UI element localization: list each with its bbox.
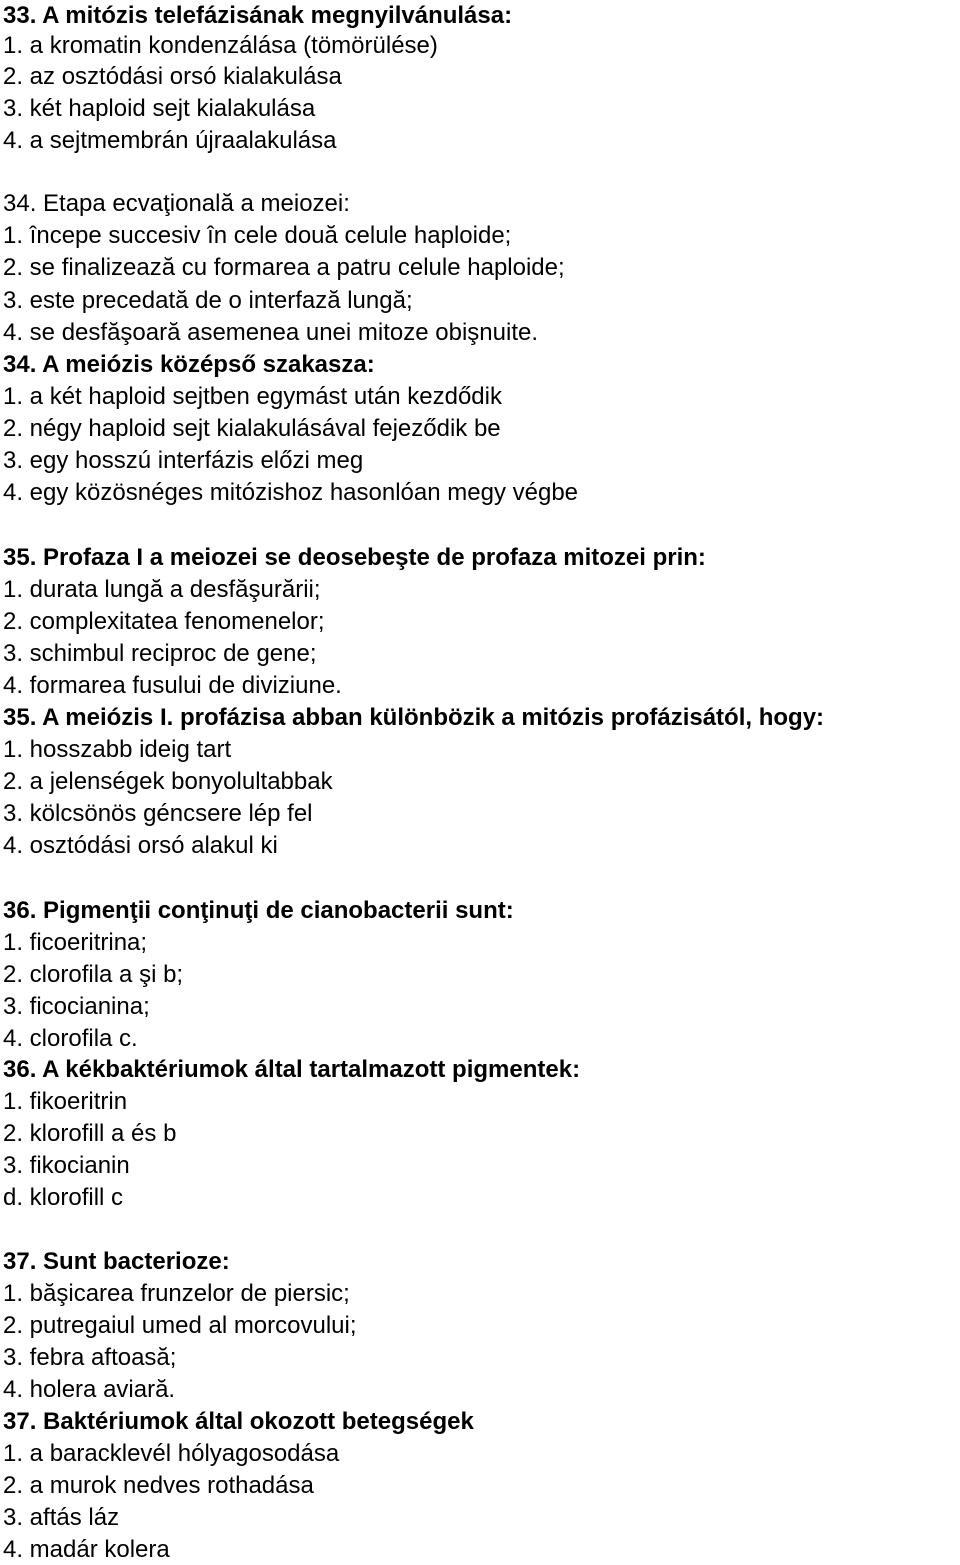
question-34-hu-title: 34. A meiózis középső szakasza: bbox=[3, 351, 375, 378]
question-37-hu-option-3: 3. aftás láz bbox=[3, 1504, 120, 1531]
question-36-hu-option-2: 2. klorofill a és b bbox=[3, 1120, 177, 1147]
question-33-hu-option-4: 4. a sejtmembrán újraalakulása bbox=[3, 127, 337, 154]
question-34-ro-option-3: 3. este precedată de o interfază lungă; bbox=[3, 287, 413, 314]
question-33-hu-option-3: 3. két haploid sejt kialakulása bbox=[3, 95, 316, 122]
question-36-hu-option-4: d. klorofill c bbox=[3, 1184, 124, 1211]
question-35-hu-option-1: 1. hosszabb ideig tart bbox=[3, 736, 232, 763]
question-34-ro-option-4: 4. se desfăşoară asemenea unei mitoze obişnuite. bbox=[3, 319, 538, 346]
question-37-ro-option-1: 1. băşicarea frunzelor de piersic; bbox=[3, 1280, 350, 1307]
question-36-ro-option-3: 3. ficocianina; bbox=[3, 993, 150, 1020]
question-36-ro-option-2: 2. clorofila a şi b; bbox=[3, 961, 184, 988]
question-36-hu-option-3: 3. fikocianin bbox=[3, 1152, 130, 1179]
question-35-hu-option-4: 4. osztódási orsó alakul ki bbox=[3, 832, 278, 859]
question-36-hu-option-1: 1. fikoeritrin bbox=[3, 1088, 128, 1115]
question-37-hu-title: 37. Baktériumok által okozott betegségek bbox=[3, 1408, 474, 1435]
question-35-ro-option-2: 2. complexitatea fenomenelor; bbox=[3, 608, 325, 635]
question-37-ro-option-3: 3. febra aftoasă; bbox=[3, 1344, 177, 1371]
question-36-ro-title: 36. Pigmenţii conţinuţi de cianobacterii sunt: bbox=[3, 897, 514, 924]
question-35-hu-option-2: 2. a jelenségek bonyolultabbak bbox=[3, 768, 333, 795]
question-35-ro-title: 35. Profaza I a meiozei se deosebeşte de profaza mitozei prin: bbox=[3, 544, 706, 571]
question-37-ro-option-4: 4. holera aviară. bbox=[3, 1376, 176, 1403]
question-36-hu-title: 36. A kékbaktériumok által tartalmazott pigmentek: bbox=[3, 1056, 581, 1083]
question-34-hu-option-4: 4. egy közösnéges mitózishoz hasonlóan megy végbe bbox=[3, 479, 579, 506]
question-34-hu-option-2: 2. négy haploid sejt kialakulásával fejeződik be bbox=[3, 415, 501, 442]
question-34-hu-option-1: 1. a két haploid sejtben egymást után kezdődik bbox=[3, 383, 502, 410]
question-34-ro-title: 34. Etapa ecvaţională a meiozei: bbox=[3, 190, 350, 217]
question-36-ro-option-1: 1. ficoeritrina; bbox=[3, 929, 148, 956]
question-35-hu-title: 35. A meiózis I. profázisa abban különbözik a mitózis profázisától, hogy: bbox=[3, 704, 825, 731]
question-35-ro-option-3: 3. schimbul reciproc de gene; bbox=[3, 640, 317, 667]
question-35-ro-option-4: 4. formarea fusului de diviziune. bbox=[3, 672, 342, 699]
question-33-hu-option-2: 2. az osztódási orsó kialakulása bbox=[3, 63, 342, 90]
question-37-hu-option-2: 2. a murok nedves rothadása bbox=[3, 1472, 314, 1499]
question-34-hu-option-3: 3. egy hosszú interfázis előzi meg bbox=[3, 447, 364, 474]
question-35-hu-option-3: 3. kölcsönös géncsere lép fel bbox=[3, 800, 313, 827]
question-37-hu-option-4: 4. madár kolera bbox=[3, 1536, 170, 1563]
question-34-ro-option-2: 2. se finalizează cu formarea a patru celule haploide; bbox=[3, 254, 565, 281]
question-35-ro-option-1: 1. durata lungă a desfăşurării; bbox=[3, 576, 321, 603]
question-34-ro-option-1: 1. începe succesiv în cele două celule haploide; bbox=[3, 222, 512, 249]
question-37-hu-option-1: 1. a baracklevél hólyagosodása bbox=[3, 1440, 340, 1467]
question-36-ro-option-4: 4. clorofila c. bbox=[3, 1025, 138, 1052]
question-37-ro-title: 37. Sunt bacterioze: bbox=[3, 1248, 230, 1275]
question-33-hu-title: 33. A mitózis telefázisának megnyilvánulása: bbox=[3, 2, 513, 29]
question-37-ro-option-2: 2. putregaiul umed al morcovului; bbox=[3, 1312, 357, 1339]
question-33-hu-option-1: 1. a kromatin kondenzálása (tömörülése) bbox=[3, 32, 438, 59]
